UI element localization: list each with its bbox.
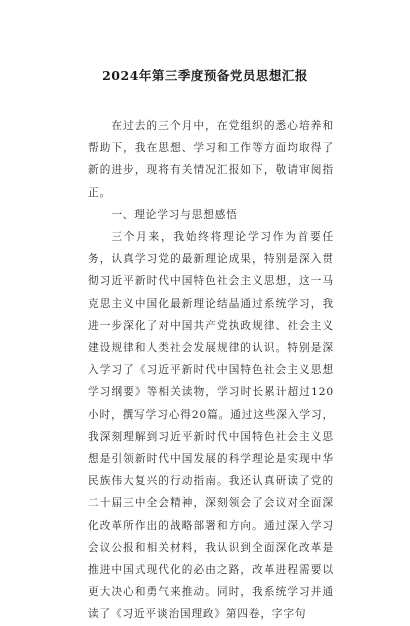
document-title: 2024年第三季度预备党员思想汇报 xyxy=(102,68,308,83)
intro-paragraph: 在过去的三个月中，在党组织的悉心培养和帮助下，我在思想、学习和工作等方面均取得了新的进步，现将有关情况汇报如下，敬请审阅指正。 xyxy=(88,120,334,199)
document-body xyxy=(88,115,334,626)
section-heading: 一、理论学习与思想感悟 xyxy=(111,208,238,221)
section-paragraph: 三个月来，我始终将理论学习作为首要任务，认真学习党的最新理论成果，特别是深入贯彻习近平新时代中国特色社会主义思想，这一马克思主义中国化最新理论结晶通过系统学习，我进一步深化了对中国共产党执政规律、社会主义建设规律和人类社会发展规律的认识。特别是深入学习了《习近平新时代中国特色社会主义思想学习纲要》等相关读物，学习时长累计超过120小时，撰写学习心得20篇。通过这些深入学习，我深刻理解到习近平新时代中国特色社会主义思想是引领新时代中国发展的科学理论是实现中华民族伟大复兴的行动指南。我还认真研读了党的二十届三中全会精神，深刻领会了会议对全面深化改革所作出的战略部署和方向。通过深入学习会议公报和相关材料，我认识到全面深化改革是推进中国式现代化的必由之路，改革进程需要以更大决心和勇气来推动。同时，我系统学习并通读了《习近平谈治国理政》第四卷，字字句 xyxy=(88,231,334,621)
